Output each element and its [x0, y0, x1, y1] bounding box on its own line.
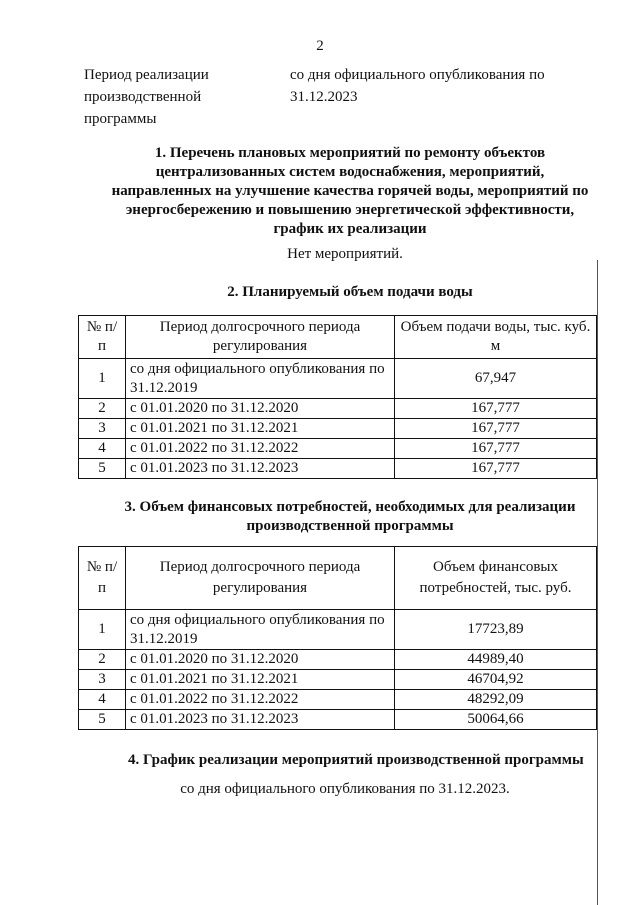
- row-value: 46704,92: [395, 670, 597, 690]
- page-number: 2: [316, 38, 324, 54]
- section3-title: 3. Объем финансовых потребностей, необходимых для реализации производственной программы: [124, 499, 576, 534]
- row-no: 5: [79, 459, 126, 479]
- table-row: [79, 359, 597, 399]
- section1-note: Нет мероприятий.: [287, 246, 403, 262]
- row-value: 67,947: [395, 359, 597, 399]
- table-row: [79, 650, 597, 670]
- row-no: 5: [79, 710, 126, 730]
- row-period: с 01.01.2021 по 31.12.2021: [126, 670, 395, 690]
- row-value: 17723,89: [395, 610, 597, 650]
- header-period: Период долгосрочного периода регулирования: [126, 316, 395, 359]
- period-label: Период реализации производственной программы: [84, 67, 209, 127]
- table-row: [79, 710, 597, 730]
- table-row: [79, 459, 597, 479]
- row-no: 3: [79, 670, 126, 690]
- table-row: [79, 419, 597, 439]
- header-no: № п/п: [79, 547, 126, 610]
- table-header-row: [79, 316, 597, 359]
- row-value: 48292,09: [395, 690, 597, 710]
- row-period: с 01.01.2022 по 31.12.2022: [126, 690, 395, 710]
- row-value: 44989,40: [395, 650, 597, 670]
- row-no: 3: [79, 419, 126, 439]
- header-no: № п/п: [79, 316, 126, 359]
- row-period: со дня официального опубликования по 31.12.2019: [126, 610, 395, 650]
- row-no: 2: [79, 399, 126, 419]
- section2-title: 2. Планируемый объем подачи воды: [227, 284, 473, 300]
- row-no: 2: [79, 650, 126, 670]
- header-value: Объем финансовых потребностей, тыс. руб.: [395, 547, 597, 610]
- table-row: [79, 439, 597, 459]
- header-period: Период долгосрочного периода регулирования: [126, 547, 395, 610]
- table-row: [79, 399, 597, 419]
- row-no: 4: [79, 439, 126, 459]
- row-period: с 01.01.2023 по 31.12.2023: [126, 710, 395, 730]
- period-value: со дня официального опубликования по 31.12.2023: [290, 67, 545, 105]
- row-value: 167,777: [395, 439, 597, 459]
- row-period: с 01.01.2023 по 31.12.2023: [126, 459, 395, 479]
- section1-title: 1. Перечень плановых мероприятий по ремонту объектов централизованных систем водоснабжения, мероприятий, направленных на улучшение качества горячей воды, мероприятий по энергосбережению и повышению энергетической эффективности, график их реализации: [111, 145, 589, 237]
- table-row: [79, 690, 597, 710]
- row-period: со дня официального опубликования по 31.12.2019: [126, 359, 395, 399]
- row-no: 4: [79, 690, 126, 710]
- row-period: с 01.01.2021 по 31.12.2021: [126, 419, 395, 439]
- section4-title: 4. График реализации мероприятий производственной программы: [128, 752, 584, 768]
- row-value: 167,777: [395, 399, 597, 419]
- row-no: 1: [79, 610, 126, 650]
- section4-text: со дня официального опубликования по 31.12.2023.: [180, 781, 510, 797]
- row-value: 50064,66: [395, 710, 597, 730]
- water-volume-table: [78, 315, 597, 479]
- row-period: с 01.01.2022 по 31.12.2022: [126, 439, 395, 459]
- table-header-row: [79, 547, 597, 610]
- row-no: 1: [79, 359, 126, 399]
- row-value: 167,777: [395, 459, 597, 479]
- scan-edge-line: [597, 260, 598, 905]
- financial-needs-table: [78, 546, 597, 730]
- row-period: с 01.01.2020 по 31.12.2020: [126, 399, 395, 419]
- header-value: Объем подачи воды, тыс. куб. м: [395, 316, 597, 359]
- row-period: с 01.01.2020 по 31.12.2020: [126, 650, 395, 670]
- table-row: [79, 610, 597, 650]
- row-value: 167,777: [395, 419, 597, 439]
- table-row: [79, 670, 597, 690]
